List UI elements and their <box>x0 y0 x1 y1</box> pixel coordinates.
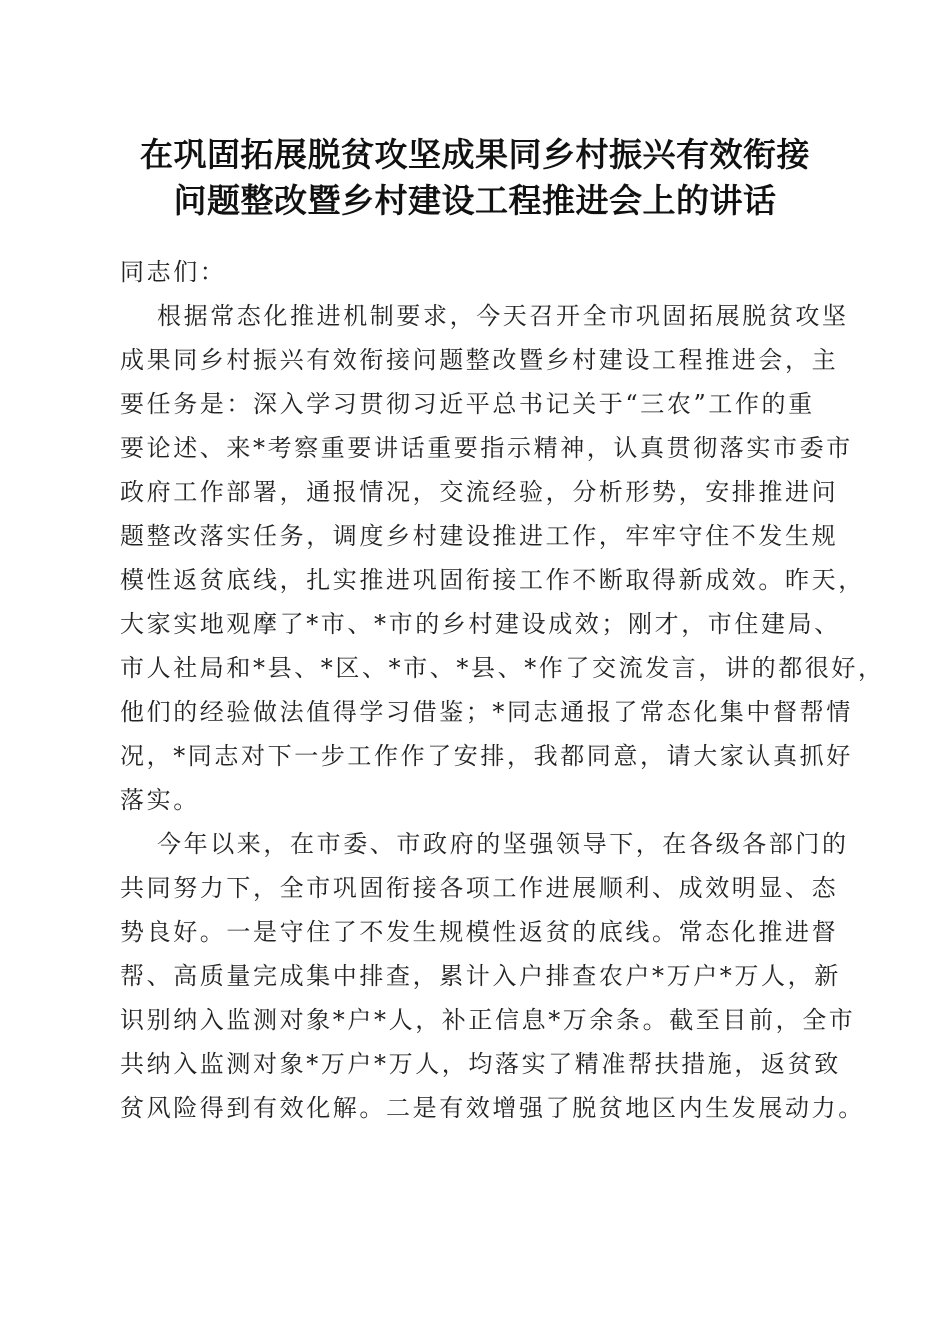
paragraph-line: 帮、高质量完成集中排查，累计入户排查农户*万户*万人，新 <box>120 962 841 990</box>
paragraph-line: 识别纳入监测对象*户*人，补正信息*万余条。截至目前，全市 <box>120 1006 856 1034</box>
document-body <box>120 250 885 1130</box>
salutation: 同志们： <box>120 258 227 286</box>
paragraph-line: 今年以来，在市委、市政府的坚强领导下，在各级各部门的 <box>157 830 849 858</box>
paragraph-line: 他们的经验做法值得学习借鉴；*同志通报了常态化集中督帮情 <box>120 698 853 726</box>
paragraph-line: 共纳入监测对象*万户*万人，均落实了精准帮扶措施，返贫致 <box>120 1050 841 1078</box>
paragraph-line: 模性返贫底线，扎实推进巩固衔接工作不断取得新成效。昨天， <box>120 566 865 594</box>
paragraph-line: 大家实地观摩了*市、*市的乡村建设成效；刚才，市住建局、 <box>120 610 841 638</box>
paragraph-line: 市人社局和*县、*区、*市、*县、*作了交流发言，讲的都很好， <box>120 654 885 682</box>
paragraph-line: 况，*同志对下一步工作作了安排，我都同意，请大家认真抓好 <box>120 742 853 770</box>
paragraph-line: 落实。 <box>120 786 200 814</box>
paragraph-line: 题整改落实任务，调度乡村建设推进工作，牢牢守住不发生规 <box>120 522 839 550</box>
paragraph-line: 要论述、来*考察重要讲话重要指示精神，认真贯彻落实市委市 <box>120 434 853 462</box>
paragraph-line: 共同努力下，全市巩固衔接各项工作进展顺利、成效明显、态 <box>120 874 839 902</box>
paragraph-1 <box>120 294 885 822</box>
document-title <box>100 132 850 224</box>
title-line-1: 在巩固拓展脱贫攻坚成果同乡村振兴有效衔接 <box>140 135 810 174</box>
paragraph-line: 势良好。一是守住了不发生规模性返贫的底线。常态化推进督 <box>120 918 839 946</box>
paragraph-line: 政府工作部署，通报情况，交流经验，分析形势，安排推进问 <box>120 478 839 506</box>
paragraph-line: 成果同乡村振兴有效衔接问题整改暨乡村建设工程推进会，主 <box>120 346 839 374</box>
paragraph-line: 根据常态化推进机制要求，今天召开全市巩固拓展脱贫攻坚 <box>157 302 849 330</box>
paragraph-line: 要任务是：深入学习贯彻习近平总书记关于“三农”工作的重 <box>120 390 815 418</box>
paragraph-line: 贫风险得到有效化解。二是有效增强了脱贫地区内生发展动力。 <box>120 1094 865 1122</box>
paragraph-2 <box>120 822 865 1130</box>
title-line-2: 问题整改暨乡村建设工程推进会上的讲话 <box>173 181 777 220</box>
